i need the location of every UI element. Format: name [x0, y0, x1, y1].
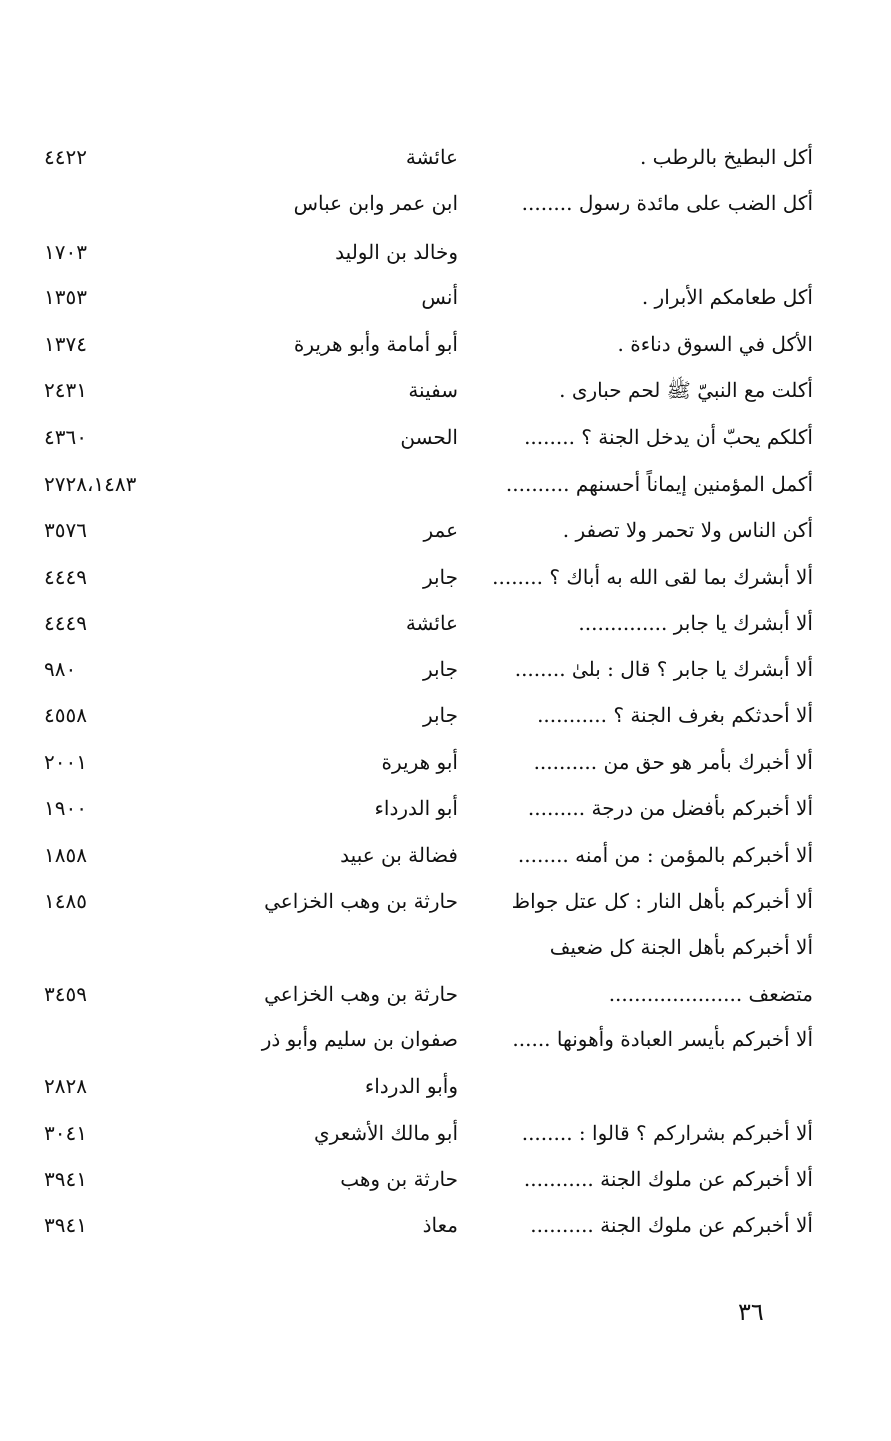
- hadith-phrase: ألا أخبركم عن ملوك الجنة ...........: [523, 1167, 813, 1191]
- hadith-number: ٤٤٤٩: [44, 611, 87, 635]
- hadith-phrase: ألا أخبركم بأيسر العبادة وأهونها ......: [512, 1027, 813, 1051]
- index-entry-row: [0, 606, 891, 640]
- hadith-number: ٣٩٤١: [44, 1167, 87, 1191]
- index-entry-row: [0, 1022, 891, 1056]
- narrator-name: جابر: [422, 657, 458, 681]
- narrator-name: وأبو الدرداء: [364, 1074, 458, 1098]
- narrator-name: عائشة: [405, 145, 458, 169]
- index-entry-row: [0, 140, 891, 174]
- hadith-number: ٣٤٥٩: [44, 982, 87, 1006]
- hadith-phrase: ألا أبشرك بما لقى الله به أباك ؟ ........: [492, 565, 813, 589]
- hadith-phrase: أكل طعامكم الأبرار .: [641, 285, 813, 309]
- narrator-name: عائشة: [405, 611, 458, 635]
- index-entry-row: [0, 186, 891, 220]
- narrator-name: جابر: [422, 703, 458, 727]
- hadith-phrase: أكن الناس ولا تحمر ولا تصفر .: [562, 518, 813, 542]
- narrator-name: [228, 930, 458, 964]
- narrator-name: حارثة بن وهب الخزاعي: [264, 889, 458, 913]
- index-entry-row: [0, 838, 891, 872]
- index-entry-row: [0, 884, 891, 918]
- hadith-phrase: [473, 235, 813, 269]
- hadith-phrase: أكل الضب على مائدة رسول ........: [521, 191, 813, 215]
- page-number: ٣٦: [738, 1298, 764, 1326]
- narrator-name: جابر: [422, 565, 458, 589]
- narrator-name: وخالد بن الوليد: [335, 240, 458, 264]
- hadith-phrase: الأكل في السوق دناءة .: [617, 332, 813, 356]
- index-entry-row: [0, 977, 891, 1011]
- hadith-phrase: ألا أبشرك يا جابر ..............: [578, 611, 813, 635]
- hadith-number: ٣٥٧٦: [44, 518, 87, 542]
- hadith-phrase: [473, 1069, 813, 1103]
- hadith-number: ١٣٧٤: [44, 332, 87, 356]
- hadith-phrase: ألا أخبرك بأمر هو حق من ..........: [533, 750, 813, 774]
- hadith-phrase: ألا أخبركم بشراركم ؟ قالوا : ........: [521, 1121, 813, 1145]
- hadith-number: [44, 1022, 184, 1056]
- narrator-name: سفينة: [408, 378, 458, 402]
- hadith-phrase: ألا أخبركم بأهل النار : كل عتل جواظ: [511, 889, 813, 913]
- index-entry-row: [0, 235, 891, 269]
- narrator-name: صفوان بن سليم وأبو ذر: [261, 1027, 458, 1051]
- hadith-phrase: ألا أخبركم بأهل الجنة كل ضعيف: [549, 935, 813, 959]
- index-entry-row: [0, 467, 891, 501]
- hadith-number: ٣٩٤١: [44, 1213, 87, 1237]
- index-entry-row: [0, 1069, 891, 1103]
- hadith-number: ٤٤٢٢: [44, 145, 87, 169]
- index-entry-row: [0, 560, 891, 594]
- hadith-number: ١٤٨٥: [44, 889, 87, 913]
- hadith-number: ١٩٠٠: [44, 796, 87, 820]
- hadith-number: ١٧٠٣: [44, 240, 87, 264]
- hadith-phrase: ألا أخبركم عن ملوك الجنة ..........: [530, 1213, 813, 1237]
- narrator-name: ابن عمر وابن عباس: [293, 191, 458, 215]
- index-entry-row: [0, 420, 891, 454]
- index-entry-row: [0, 930, 891, 964]
- hadith-phrase: أكمل المؤمنين إيماناً أحسنهم ..........: [505, 472, 813, 496]
- index-entry-row: [0, 280, 891, 314]
- hadith-phrase: أكلكم يحبّ أن يدخل الجنة ؟ ........: [524, 425, 813, 449]
- hadith-number: [44, 930, 184, 964]
- narrator-name: معاذ: [422, 1213, 458, 1237]
- index-entry-row: [0, 1208, 891, 1242]
- hadith-number: ٤٥٥٨: [44, 703, 87, 727]
- narrator-name: أبو أمامة وأبو هريرة: [293, 332, 458, 356]
- hadith-number: ٢٤٣١: [44, 378, 87, 402]
- hadith-phrase: ألا أحدثكم بغرف الجنة ؟ ...........: [537, 703, 813, 727]
- narrator-name: أنس: [421, 285, 458, 309]
- index-entry-row: [0, 373, 891, 407]
- index-entry-row: [0, 327, 891, 361]
- hadith-phrase: أكل البطيخ بالرطب .: [639, 145, 813, 169]
- index-entry-row: [0, 1162, 891, 1196]
- narrator-name: أبو هريرة: [381, 750, 458, 774]
- index-entry-row: [0, 1116, 891, 1150]
- narrator-name: حارثة بن وهب: [340, 1167, 458, 1191]
- hadith-number: ٢٠٠١: [44, 750, 87, 774]
- hadith-phrase: أكلت مع النبيّ ﷺ لحم حبارى .: [559, 378, 813, 402]
- hadith-number: ٤٤٤٩: [44, 565, 87, 589]
- index-entry-row: [0, 698, 891, 732]
- hadith-phrase: ألا أخبركم بأفضل من درجة .........: [527, 796, 813, 820]
- hadith-number: ٩٨٠: [44, 657, 77, 681]
- index-entry-row: [0, 652, 891, 686]
- hadith-number: ١٨٥٨: [44, 843, 87, 867]
- hadith-phrase: ألا أبشرك يا جابر ؟ قال : بلىٰ ........: [514, 657, 813, 681]
- hadith-number: ٢٨٢٨: [44, 1074, 87, 1098]
- narrator-name: حارثة بن وهب الخزاعي: [264, 982, 458, 1006]
- hadith-phrase: متضعف .....................: [608, 982, 813, 1006]
- hadith-number: [44, 186, 184, 220]
- narrator-name: أبو الدرداء: [374, 796, 458, 820]
- narrator-name: عمر: [423, 518, 458, 542]
- narrator-name: أبو مالك الأشعري: [314, 1121, 458, 1145]
- hadith-phrase: ألا أخبركم بالمؤمن : من أمنه ........: [517, 843, 813, 867]
- index-entry-row: [0, 745, 891, 779]
- index-entry-row: [0, 513, 891, 547]
- narrator-name: الحسن: [400, 425, 458, 449]
- hadith-number: ٤٣٦٠: [44, 425, 87, 449]
- narrator-name: فضالة بن عبيد: [340, 843, 458, 867]
- index-entry-row: [0, 791, 891, 825]
- narrator-name: [228, 467, 458, 501]
- hadith-number: ٣٠٤١: [44, 1121, 87, 1145]
- hadith-number: ١٣٥٣: [44, 285, 87, 309]
- hadith-number: ٢٧٢٨،١٤٨٣: [44, 472, 137, 496]
